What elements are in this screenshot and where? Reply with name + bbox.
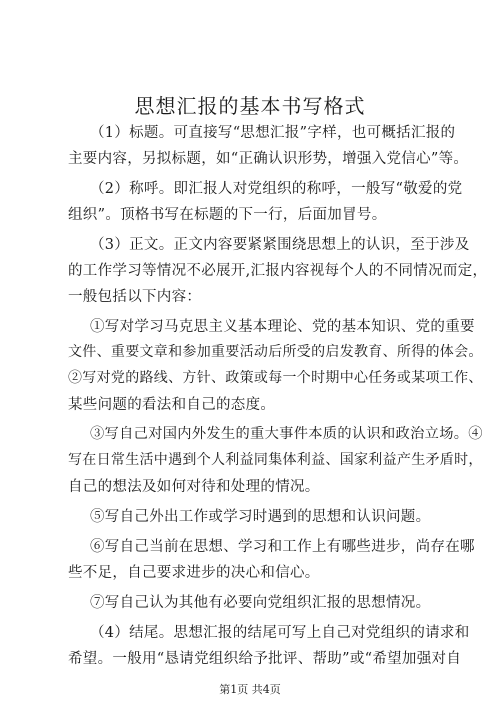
body-line-7: 一般包括以下内容： (68, 289, 202, 305)
body-line-5: （3）正文。正文内容要紧紧围绕思想上的认识，至于涉及 (90, 237, 470, 253)
body-line-16: ⑥写自己当前在思想、学习和工作上有哪些进步，尚存在哪 (90, 539, 475, 555)
body-line-8: ①写对学习马克思主义基本理论、党的基本知识、党的重要 (90, 319, 475, 335)
body-line-2: 主要内容，另拟标题，如“正确认识形势，增强入党信心”等。 (68, 151, 469, 167)
body-line-17: 些不足，自己要求进步的决心和信心。 (68, 565, 320, 581)
body-line-9: 文件、重要文章和参加重要活动后所受的启发教育、所得的体会。 (68, 344, 483, 360)
body-line-20: 希望。一般用“恳请党组织给予批评、帮助”或“希望加强对自 (68, 651, 462, 667)
body-line-3: （2）称呼。即汇报人对党组织的称呼，一般写“敬爱的党 (90, 181, 463, 197)
body-line-14: 自己的想法及如何对待和处理的情况。 (68, 479, 320, 495)
body-line-6: 的工作学习等情况不必展开,汇报内容视每个人的不同情况而定， (68, 263, 488, 279)
body-line-19: （4）结尾。思想汇报的结尾可写上自己对党组织的请求和 (90, 625, 470, 641)
page-footer: 第1页 共4页 (219, 683, 281, 696)
body-line-13: 写在日常生活中遇到个人利益同集体利益、国家利益产生矛盾时， (68, 452, 483, 468)
body-line-15: ⑤写自己外出工作或学习时遇到的思想和认识问题。 (90, 509, 431, 525)
body-line-4: 组织”。顶格书写在标题的下一行，后面加冒号。 (68, 207, 387, 223)
body-line-12: ③写自己对国内外发生的重大事件本质的认识和政治立场。④ (90, 426, 483, 442)
body-line-18: ⑦写自己认为其他有必要向党组织汇报的思想情况。 (90, 595, 431, 611)
body-line-1: （1）标题。可直接写“思想汇报”字样，也可概括汇报的 (90, 125, 456, 141)
body-line-11: 某些问题的看法和自己的态度。 (68, 397, 276, 413)
page-title: 思想汇报的基本书写格式 (134, 94, 366, 118)
body-line-10: ②写对党的路线、方针、政策或每一个时期中心任务或某项工作、 (68, 370, 483, 386)
